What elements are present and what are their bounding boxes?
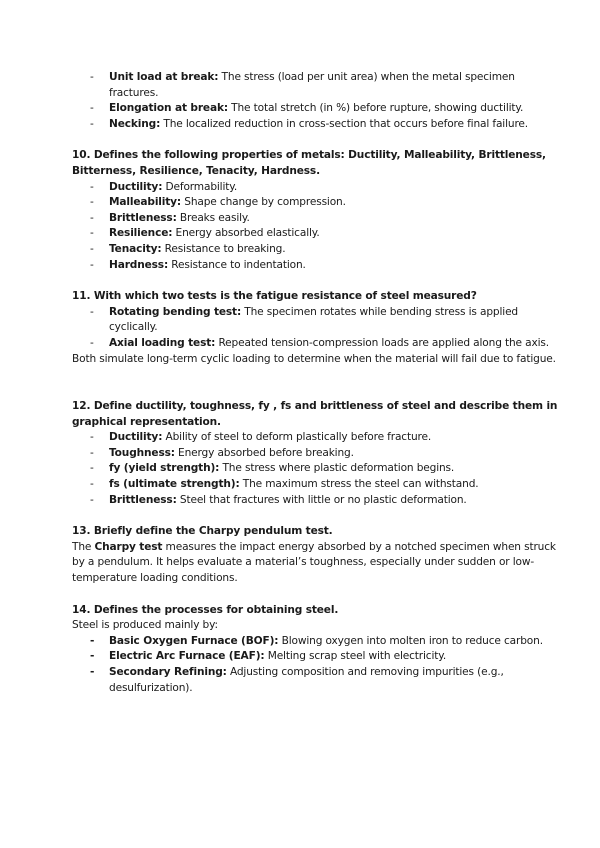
question-10-section (72, 148, 560, 273)
term-label: Basic Oxygen Furnace (BOF): (109, 634, 279, 647)
term-definition: The stress (load per unit area) when the metal specimen fractures. (109, 71, 515, 99)
question-14-title: 14. Defines the processes for obtaining steel. (72, 603, 339, 616)
term-label: fy (yield strength): (109, 462, 220, 475)
list-item (109, 117, 560, 133)
term-label: Toughness: (109, 446, 175, 459)
question-14-section (72, 603, 560, 697)
term-definition: The specimen rotates while bending stress is applied cyclically. (109, 305, 519, 334)
question-14-intro: Steel is produced mainly by: (72, 619, 218, 632)
list-item (109, 242, 560, 258)
term-definition: Energy absorbed before breaking. (174, 446, 354, 459)
list-item (109, 70, 560, 101)
question-13-section (72, 524, 560, 586)
question-13-title: 13. Briefly define the Charpy pendulum test. (72, 525, 333, 538)
term-label: Rotating bending test: (109, 305, 242, 318)
list-item (109, 430, 560, 446)
question-11-section (72, 289, 560, 367)
term-label: Ductility: (109, 180, 163, 193)
paragraph-text: measures the impact energy absorbed by a notched specimen when struck by a pendulum. It helps evaluate a material’s toughness, especially under sudden or low-temperature loading conditions. (72, 540, 556, 585)
term-label: Secondary Refining: (109, 666, 227, 678)
charpy-term: Charpy test (94, 540, 163, 553)
term-definition: Repeated tension-compression loads are applied along the axis. (215, 336, 549, 349)
question-12-list (72, 430, 560, 508)
term-label: Resilience: (109, 227, 173, 240)
list-item (109, 634, 560, 650)
term-definition: The maximum stress the steel can withstand. (239, 478, 479, 491)
term-definition: Blowing oxygen into molten iron to reduce carbon. (278, 634, 543, 647)
term-definition: The total stretch (in %) before rupture, showing ductility. (227, 102, 524, 115)
term-definition: Melting scrap steel with electricity. (264, 650, 447, 663)
term-label: Tenacity: (109, 242, 162, 255)
term-definition: Resistance to breaking. (161, 242, 286, 255)
term-label: Elongation at break: (109, 102, 228, 115)
term-label: Necking: (109, 117, 161, 130)
question-11-list (72, 305, 560, 352)
question-10-title: 10. Defines the following properties of metals: Ductility, Malleability, Brittleness, Bitterness, Resilience, Tenacity, Hardness. (72, 149, 546, 177)
question-11-paragraph: Both simulate long-term cyclic loading to determine when the material will fail due to fatigue. (72, 352, 556, 365)
term-definition: Deformability. (162, 180, 238, 193)
term-label: Brittleness: (109, 493, 177, 506)
term-label: Hardness: (109, 258, 169, 271)
list-item (109, 649, 560, 665)
list-item (109, 665, 560, 696)
list-item (109, 258, 560, 274)
term-definition: Ability of steel to deform plastically before fracture. (162, 431, 432, 444)
list-item (109, 446, 560, 462)
question-12-section (72, 399, 560, 508)
term-definition: The stress where plastic deformation begins. (219, 462, 455, 475)
list-item (109, 493, 560, 509)
term-definition: Shape change by compression. (181, 196, 346, 209)
list-item (109, 101, 560, 117)
list-item (109, 211, 560, 227)
list-item (109, 477, 560, 493)
term-definition: Energy absorbed elastically. (172, 227, 320, 240)
term-label: Malleability: (109, 196, 182, 209)
term-label: Axial loading test: (109, 336, 216, 349)
intro-list (72, 70, 560, 132)
term-label: Electric Arc Furnace (EAF): (109, 650, 265, 663)
term-definition: Breaks easily. (176, 211, 250, 224)
term-definition: Steel that fractures with little or no plastic deformation. (176, 493, 467, 506)
paragraph-text: The (72, 540, 95, 553)
list-item (109, 226, 560, 242)
term-label: Unit load at break: (109, 71, 219, 83)
term-definition: Adjusting composition and removing impurities (e.g., desulfurization). (109, 666, 504, 694)
question-14-list (72, 634, 560, 696)
list-item (109, 305, 560, 336)
term-definition: Resistance to indentation. (168, 258, 306, 271)
question-12-title: 12. Define ductility, toughness, fy , fs and brittleness of steel and describe them in graphical representation. (72, 400, 558, 428)
question-11-title: 11. With which two tests is the fatigue resistance of steel measured? (72, 290, 477, 303)
term-label: fs (ultimate strength): (109, 478, 240, 491)
term-definition: The localized reduction in cross-section that occurs before final failure. (160, 117, 529, 130)
term-label: Brittleness: (109, 211, 177, 224)
question-10-list (72, 180, 560, 274)
list-item (109, 336, 560, 352)
term-label: Ductility: (109, 431, 163, 444)
question-13-paragraph (72, 540, 560, 587)
list-item (109, 180, 560, 196)
list-item (109, 195, 560, 211)
list-item (109, 461, 560, 477)
